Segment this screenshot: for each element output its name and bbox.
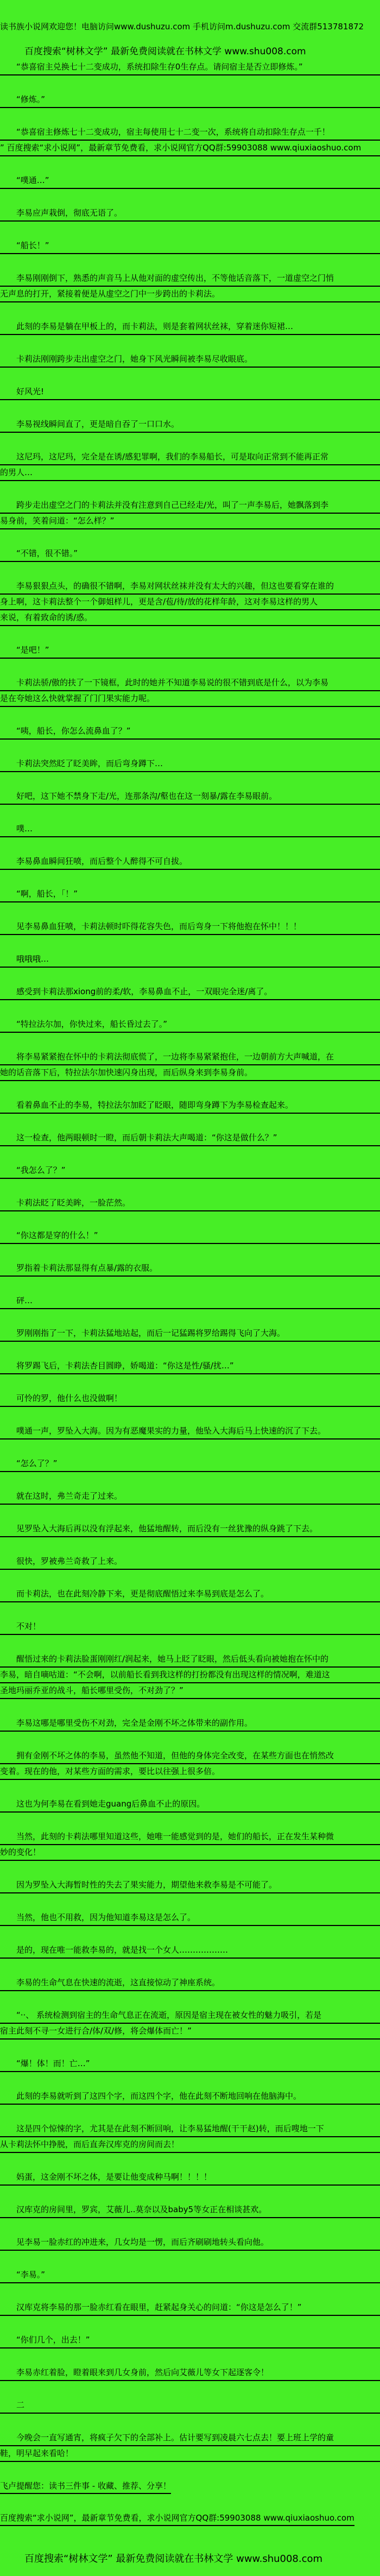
paragraph — [0, 1098, 380, 1114]
paragraph — [0, 756, 380, 772]
paragraph — [0, 2398, 380, 2414]
paragraph — [0, 1587, 380, 1602]
text-line: 这是四个惊悚的字，尤其是在此刻不断回响，让李易猛地醒(干干赵)转，而后嗖地一下 — [0, 2122, 380, 2137]
text-line: 看着鼻血不止的李易，特拉法尔加眨了眨眼，随即弯身蹲下为李易检查起来。 — [0, 1098, 380, 1114]
paragraph — [0, 1619, 380, 1635]
text-line: “不错，很不错。” — [0, 546, 380, 562]
text-line: 的男人… — [0, 465, 380, 481]
paragraph — [0, 173, 380, 189]
text-line: 这也为何李易在看到她走guang后鼻血不止的原因。 — [0, 1797, 380, 1813]
paragraph — [0, 2333, 380, 2348]
text-line: 李易狠狠点头，的确很不错啊，李易对网状丝袜并没有太大的兴趣，但这也要看穿在谁的 — [0, 579, 380, 595]
paragraph — [0, 1228, 380, 1244]
text-line: 而卡莉法，也在此刻冷静下来，更是彻底醒悟过来李易到底是怎么了。 — [0, 1587, 380, 1602]
paragraph — [0, 1554, 380, 1570]
paragraph — [0, 271, 380, 302]
text-line: 当然，此刻的卡莉法哪里知道这些，她唯一能感觉到的是，她们的船长，正在发生某种微 — [0, 1829, 380, 1845]
paragraph — [0, 822, 380, 837]
text-line: 拥有金刚不坏之体的李易，虽然他不知道，但他的身体完全改变，在某些方面也在悄然改 — [0, 1748, 380, 1764]
text-line: 砰… — [0, 1293, 380, 1309]
text-line: 好风光! — [0, 384, 380, 400]
text-line: 李易应声栽倒，彻底无语了。 — [0, 206, 380, 222]
site-notice: 读书族小说网欢迎您！电脑访问www.dushuzu.com 手机访问m.dushuzu.com 交流群513781872 — [0, 22, 364, 31]
paragraph — [0, 2056, 380, 2072]
text-line: “爆！体！而！亡…” — [0, 2056, 380, 2072]
paragraph — [0, 2268, 380, 2283]
paragraph — [0, 2122, 380, 2153]
text-line: 二 — [0, 2398, 380, 2414]
paragraph — [0, 1521, 380, 1537]
paragraph — [0, 1797, 380, 1813]
text-line: 李易赤红着脸，瞪着眼来到几女身前，然后向艾薇儿等女下起逐客令！ — [0, 2365, 380, 2381]
chapter-text — [0, 60, 380, 2462]
text-line: 就在这时，弗兰奇走了过来。 — [0, 1489, 380, 1505]
text-line: “恭喜宿主修炼七十二变成功，宿主每使用七十二变一次，系统将自动扣除生存点一千！ — [0, 125, 380, 141]
text-line: 将罗踢飞后，卡莉法杏目圆睁，娇喝道：“你这是性/骚/扰…” — [0, 1359, 380, 1374]
paragraph — [0, 546, 380, 562]
text-line: 李易的生命气息在快速的流逝，这直接惊动了神座系统。 — [0, 1975, 380, 1991]
text-line: 感受到卡莉法那xiong前的柔/软，李易鼻血不止，一双眼完全迷/离了。 — [0, 984, 380, 1000]
paragraph — [0, 2089, 380, 2105]
text-line: 汉库克的房间里，罗宾，艾薇儿..莫奈以及baby5等女正在相谈甚欢。 — [0, 2202, 380, 2218]
text-line: 可怜的罗，他什么也没做啊！ — [0, 1391, 380, 1407]
paragraph — [0, 1261, 380, 1277]
paragraph — [0, 1456, 380, 1472]
paragraph — [0, 1359, 380, 1374]
text-line: 圣地玛丽乔亚的战斗，船长哪里受伤，不对劲了？” — [0, 1683, 380, 1699]
paragraph — [0, 984, 380, 1000]
paragraph — [0, 92, 380, 108]
text-line: 汉库克将李易的那一脸赤红看在眼里，赶紧起身关心的问道：“你这是怎么了！” — [0, 2300, 380, 2316]
text-line: 变着。现在的他，对某些方面的需求，要比以往强上很多倍。 — [0, 1764, 380, 1780]
paragraph — [0, 417, 380, 433]
paragraph — [0, 643, 380, 659]
paragraph — [0, 1196, 380, 1211]
qiuxiaoshuo-ad-text: 百度搜索“求小说网”，最新章节免费看，求小说网官方QQ群:59903088 www.qiuxiaoshuo.com — [0, 2511, 354, 2526]
text-line: 此刻的李易是躺在甲板上的，而卡莉法，则是套着网状丝袜，穿着迷你短裙… — [0, 319, 380, 335]
paragraph — [0, 887, 380, 902]
text-line: 跨步走出虚空之门的卡莉法并没有注意到自己已经走/光，叫了一声李易后，她飘落到李 — [0, 498, 380, 514]
paragraph — [0, 450, 380, 481]
text-line: “··、 系统检测到宿主的生命气息正在流逝，原因是宿主现在被女性的魅力吸引，若是 — [0, 2008, 380, 2024]
text-line: 见李易鼻血狂喷，卡莉法顿时吓得花容失色，而后弯身一下将他抱在怀中！！！ — [0, 919, 380, 935]
paragraph — [0, 1910, 380, 1926]
text-line: 李易这哪是哪里受伤不对劲，完全是金刚不坏之体带来的副作用。 — [0, 1716, 380, 1732]
text-line: 她的话音落下后，特拉法尔加快速闪身出现，而后纵身来到李易身前。 — [0, 1065, 380, 1081]
paragraph — [0, 675, 380, 707]
text-line: 来说，有着致命的诱/惑。 — [0, 610, 380, 626]
text-line: 不对！ — [0, 1619, 380, 1635]
text-line: “噗通…” — [0, 173, 380, 189]
text-line: “怎么了？” — [0, 1456, 380, 1472]
paragraph — [0, 498, 380, 529]
text-line: 醒悟过来的卡莉法脸蛋刚刚红/润起来，她马上眨了眨眼，然后低头看向被她抱在怀中的 — [0, 1652, 380, 1668]
paragraph — [0, 1878, 380, 1893]
text-line: 罗指着卡莉法那显得有点暴/露的衣服。 — [0, 1261, 380, 1277]
paragraph — [0, 854, 380, 870]
text-line: 宿主此刻不寻一女进行合/体/双/修，将会爆体而亡！” — [0, 2024, 380, 2040]
text-line: “恭喜宿主兑换七十二变成功，系统扣除生存0生存点。请问宿主是否立即修炼。” — [0, 60, 380, 75]
text-line: 今晚会一直写通宵，将疯子欠下的全部补上。估计要写到凌晨六七点去！要上班上学的童 — [0, 2430, 380, 2446]
paragraph — [0, 952, 380, 968]
text-line: 哦哦哦… — [0, 952, 380, 968]
text-line: 从卡莉法怀中挣脱，而后直奔汉库克的房间而去！ — [0, 2137, 380, 2153]
text-line: 是在夸她这么快就掌握了门门果实能力呢。 — [0, 691, 380, 707]
paragraph — [0, 1748, 380, 1780]
paragraph — [0, 319, 380, 335]
paragraph — [0, 2170, 380, 2186]
text-line: 很快，罗被弗兰奇救了上来。 — [0, 1554, 380, 1570]
text-line: “你们几个，出去！” — [0, 2333, 380, 2348]
text-line: “修炼。” — [0, 92, 380, 108]
text-line: 见罗坠入大海后再以没有浮起来，他猛地醒转，而后没有一丝犹豫的纵身跳了下去。 — [0, 1521, 380, 1537]
paragraph — [0, 1829, 380, 1861]
paragraph — [0, 2202, 380, 2218]
paragraph — [0, 1391, 380, 1407]
paragraph — [0, 789, 380, 805]
text-line: 易身前，笑着问道：“怎么样？” — [0, 514, 380, 529]
paragraph — [0, 1652, 380, 1699]
paragraph — [0, 1943, 380, 1959]
text-line: 鞋，明早起来看哈！ — [0, 2446, 380, 2462]
text-line: 卡莉法骄/傲的扶了一下镜框，此时的她并不知道李易说的很不错到底是什么，以为李易 — [0, 675, 380, 691]
paragraph — [0, 238, 380, 254]
paragraph — [0, 1050, 380, 1081]
text-line: 此刻的李易就听到了这四个字，而这四个字，他在此刻不断地回响在他脑海中。 — [0, 2089, 380, 2105]
paragraph — [0, 1424, 380, 1439]
paragraph — [0, 352, 380, 368]
text-line: 噗… — [0, 822, 380, 837]
paragraph — [0, 125, 380, 156]
text-line: 卡莉法突然眨了眨美眸，而后弯身蹲下… — [0, 756, 380, 772]
paragraph — [0, 60, 380, 75]
text-line: 身上啊，这卡莉法整个一个御姐样儿，更是含/苞/待/放的花样年龄，这对李易这样的男人 — [0, 595, 380, 610]
text-line: 卡莉法眨了眨美眸，一脸茫然。 — [0, 1196, 380, 1211]
text-line: 李易视线瞬间直了，更是暗自吞了一口口水。 — [0, 417, 380, 433]
text-line: 当然，他也不用救，因为他知道李易这是怎么了。 — [0, 1910, 380, 1926]
paragraph — [0, 1716, 380, 1732]
text-line: 无声息的打开，紧接着便是从虚空之门中一步跨出的卡莉法。 — [0, 287, 380, 302]
text-line: “咦，船长，你怎么流鼻血了？” — [0, 724, 380, 740]
text-line: 将李易紧紧抱在怀中的卡莉法彻底慌了，一边将李易紧紧抱住，一边朝前方大声喊道，在 — [0, 1050, 380, 1065]
paragraph — [0, 1131, 380, 1146]
text-line: “李易。” — [0, 2268, 380, 2283]
paragraph — [0, 1975, 380, 1991]
paragraph — [0, 1293, 380, 1309]
text-line: 这尼玛，这尼玛，完全是在诱/感犯罪啊，我们的李易船长，可是取向正常到不能再正常 — [0, 450, 380, 465]
paragraph — [0, 2008, 380, 2040]
text-line: 罗刚刚指了一下，卡莉法猛地站起，而后一记猛踢将罗给踢得飞向了大海。 — [0, 1326, 380, 1342]
text-line: 李易，暗自嘀咕道：“不会啊，以前船长看到我这样的打扮都没有出现这样的情况啊，难道这 — [0, 1668, 380, 1683]
text-line: 妙的变化！ — [0, 1845, 380, 1861]
paragraph — [0, 2300, 380, 2316]
text-line: “船长！” — [0, 238, 380, 254]
text-line: 因为罗坠入大海暂时性的失去了果实能力，期望他来救李易是不可能了。 — [0, 1878, 380, 1893]
top-ad-shulin-wenxue: 百度搜索“树林文学” 最新免费阅读就在书林文学 www.shu008.com — [24, 46, 306, 57]
paragraph — [0, 1163, 380, 1179]
text-line: 这一检查，他两眼顿时一瞪，而后朝卡莉法大声喝道：“你这是做什么？” — [0, 1131, 380, 1146]
paragraph — [0, 2365, 380, 2381]
paragraph — [0, 1489, 380, 1505]
text-line: “是吧！” — [0, 643, 380, 659]
paragraph — [0, 579, 380, 626]
text-line: 噗通一声，罗坠入大海。因为有恶魔果实的力量，他坠入大海后马上快速的沉了下去。 — [0, 1424, 380, 1439]
feilu-reminder — [0, 2479, 380, 2495]
paragraph — [0, 384, 380, 400]
paragraph — [0, 1017, 380, 1033]
feilu-reminder-text: 飞卢提醒您：读书三件事 - 收藏、推荐、分享！ — [0, 2479, 171, 2494]
paragraph — [0, 206, 380, 222]
paragraph — [0, 919, 380, 935]
text-line: “你这都是穿的什么！” — [0, 1228, 380, 1244]
text-line: “我怎么了？” — [0, 1163, 380, 1179]
text-line: 妈蛋，这金刚不坏之体，是要让他变成种马啊！！！！ — [0, 2170, 380, 2186]
paragraph — [0, 2430, 380, 2462]
text-line: ” 百度搜索“求小说网”，最新章节免费看，求小说网官方QQ群:59903088 www.qiuxiaoshuo.com — [0, 141, 380, 156]
bottom-ad-shulin-wenxue: 百度搜索“树林文学” 最新免费阅读就在书林文学 www.shu008.com — [24, 2553, 323, 2565]
paragraph — [0, 1326, 380, 1342]
paragraph — [0, 2235, 380, 2251]
text-line: 李易鼻血瞬间狂喷，而后整个人醉得不可自拔。 — [0, 854, 380, 870]
text-line: “啊，船长，「！” — [0, 887, 380, 902]
text-line: 是的，现在唯一能救李易的，就是找一个女人……………… — [0, 1943, 380, 1959]
qiuxiaoshuo-ad — [0, 2511, 380, 2527]
text-line: “特拉法尔加，你快过来，船长昏过去了。” — [0, 1017, 380, 1033]
paragraph — [0, 724, 380, 740]
text-line: 见李易一脸赤红的冲进来，几女均是一愣，而后齐刷刷地转头看向他。 — [0, 2235, 380, 2251]
text-line: 李易刚刚倒下，熟悉的声音马上从他对面的虚空传出，不等他话音落下，一道虚空之门悄 — [0, 271, 380, 287]
text-line: 卡莉法刚刚跨步走出虚空之门，她身下风光瞬间被李易尽收眼底。 — [0, 352, 380, 368]
text-line: 好吧，这下她不禁身下走/光，连那条沟/壑也在这一刻暴/露在李易眼前。 — [0, 789, 380, 805]
